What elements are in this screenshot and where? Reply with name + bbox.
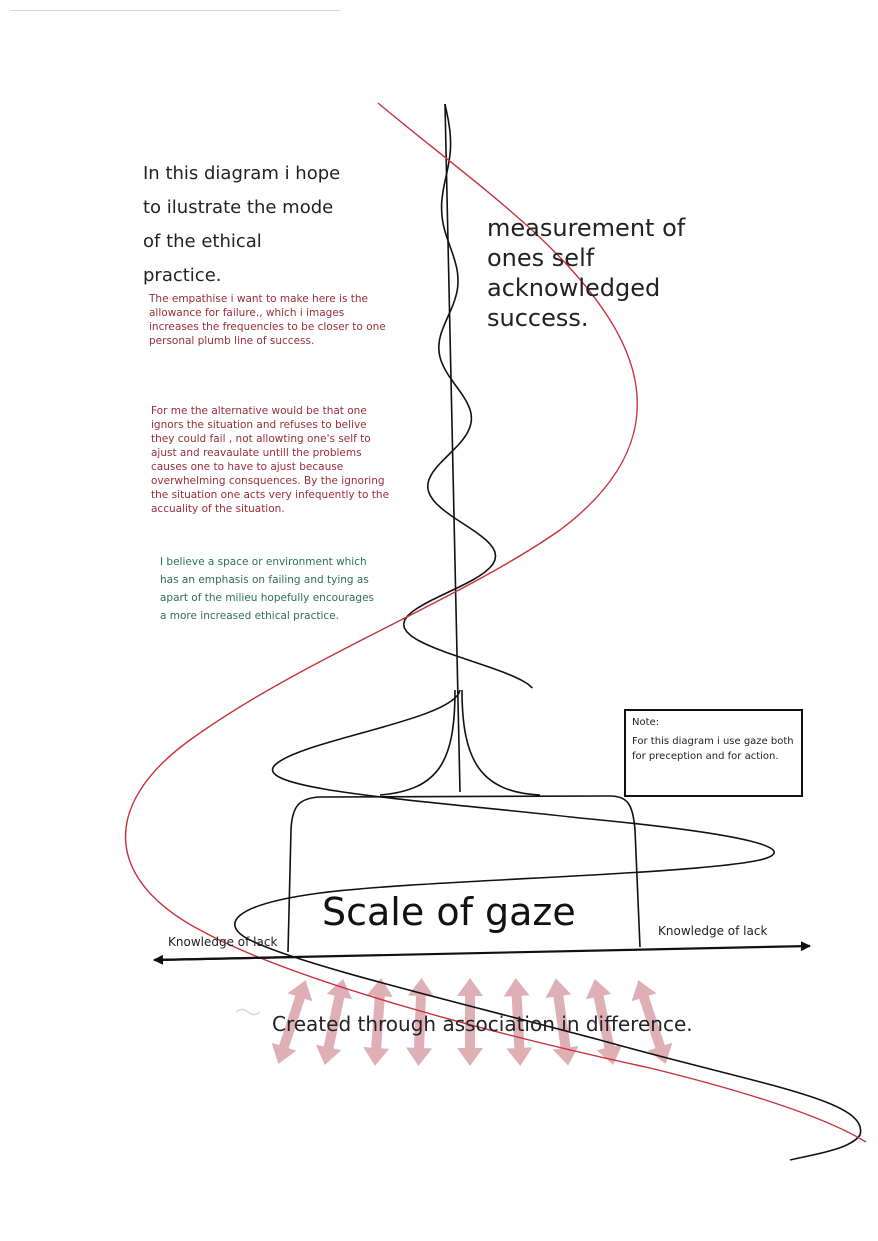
faint-squiggle	[236, 1010, 260, 1015]
axis-left-label: Knowledge of lack	[168, 935, 278, 949]
failure-allowance-paragraph: The empathise i want to make here is the allowance for failure., which i images increases the frequencies to be closer to one personal plumb line of success.	[149, 293, 386, 347]
note-body: For this diagram i use gaze both for preception and for action.	[632, 736, 794, 762]
intro-title	[143, 157, 393, 293]
measurement-line: success.	[487, 304, 589, 332]
scale-of-gaze-label: Scale of gaze	[322, 890, 576, 934]
measurement-line: acknowledged	[487, 274, 661, 302]
intro-line: practice.	[143, 265, 222, 286]
plumb-line	[445, 104, 460, 792]
axis-right-label: Knowledge of lack	[658, 924, 768, 938]
measurement-line: measurement of	[487, 214, 686, 242]
measurement-label	[487, 213, 727, 333]
intro-line: of the ethical	[143, 231, 262, 252]
knowledge-axis-left-arrow	[154, 957, 300, 960]
note-title: Note:	[632, 717, 660, 728]
note-box	[624, 709, 803, 797]
alternative-paragraph: For me the alternative would be that one ignors the situation and refuses to belive they could fail , not allowting one's self to ajust and reavaulate untill the problems causes one to have to ajust because overwhelming consquences. By the ignoring the situation one acts very infequently to the accuality of the situation.	[151, 405, 390, 515]
measurement-line: ones self	[487, 244, 595, 272]
intro-line: to ilustrate the mode	[143, 197, 334, 218]
intro-line: In this diagram i hope	[143, 163, 341, 184]
environment-paragraph: I believe a space or environment which has an emphasis on failing and tying as apart of the milieu hopefully encourages a more increased ethical practice.	[160, 556, 375, 622]
gaze-oscillation-curve	[404, 104, 533, 688]
created-through-label: Created through association in difference.	[272, 1012, 693, 1036]
